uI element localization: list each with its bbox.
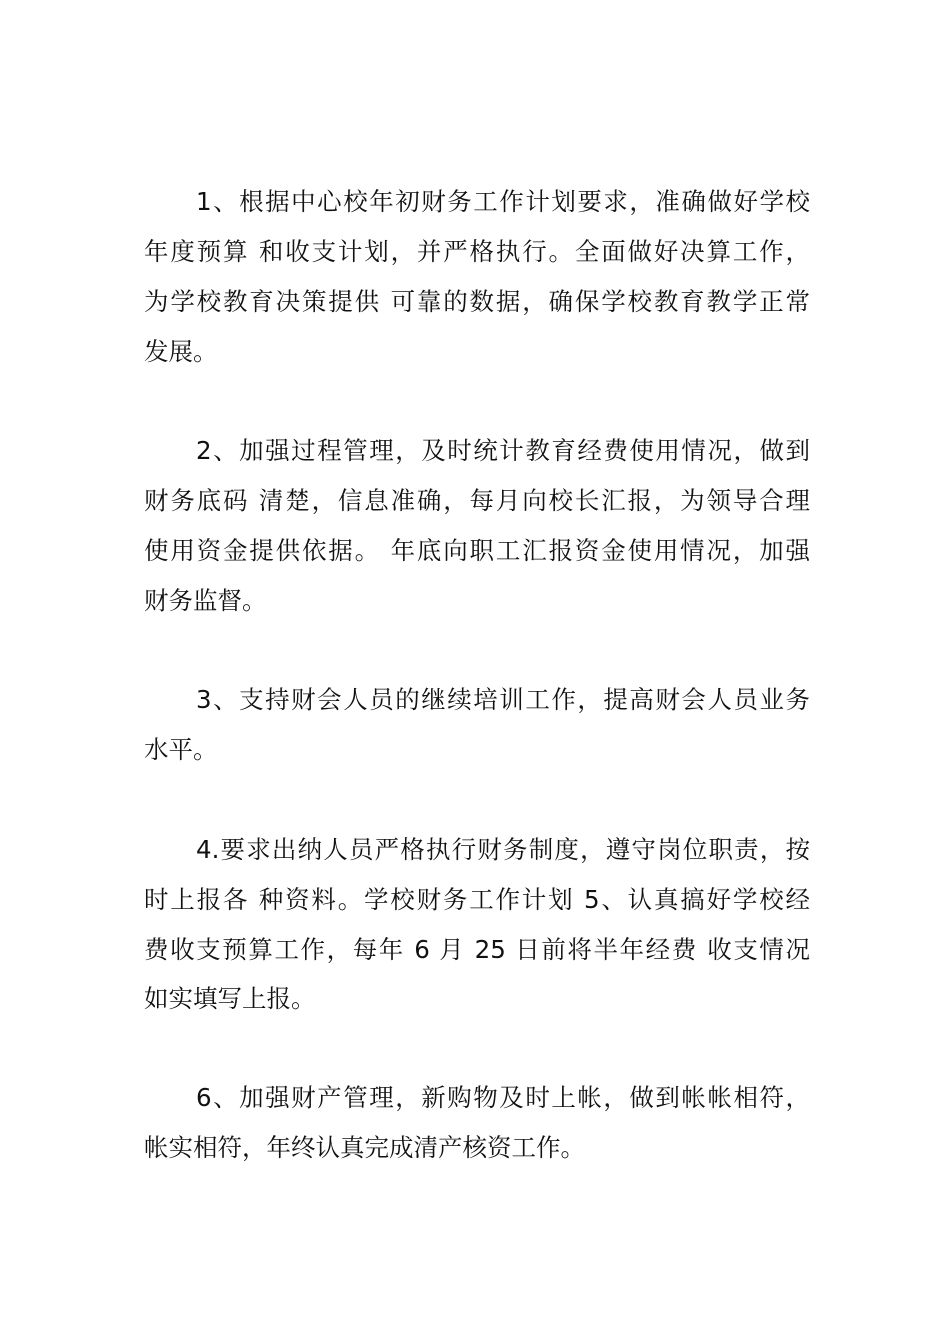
paragraph-line: 2、加强过程管理，及时统计教育经费使用情况，做到 [196,436,810,465]
paragraph-line: 财务监督。 [144,586,267,615]
paragraph-line: 时上报各 种资料。学校财务工作计划 5、认真搞好学校经 [144,885,810,914]
paragraph-line: 4.要求出纳人员严格执行财务制度，遵守岗位职责，按 [196,835,810,864]
paragraph-line: 发展。 [144,337,218,366]
paragraph-line: 1、根据中心校年初财务工作计划要求，准确做好学校 [196,187,810,216]
paragraph-line: 年度预算 和收支计划，并严格执行。全面做好决算工作， [144,237,810,266]
paragraph-line: 3、支持财会人员的继续培训工作，提高财会人员业务 [196,685,810,714]
paragraph-line: 为学校教育决策提供 可靠的数据，确保学校教育教学正常 [144,287,810,316]
paragraph-line: 帐实相符，年终认真完成清产核资工作。 [144,1133,585,1162]
paragraph-line: 财务底码 清楚，信息准确，每月向校长汇报，为领导合理 [144,486,810,515]
paragraph-line: 水平。 [144,735,218,764]
paragraph-line: 使用资金提供依据。 年底向职工汇报资金使用情况，加强 [144,536,810,565]
paragraph-line: 6、加强财产管理，新购物及时上帐，做到帐帐相符， [196,1083,810,1112]
paragraph-line: 费收支预算工作，每年 6 月 25 日前将半年经费 收支情况 [144,935,810,964]
paragraph-line: 如实填写上报。 [144,984,316,1013]
